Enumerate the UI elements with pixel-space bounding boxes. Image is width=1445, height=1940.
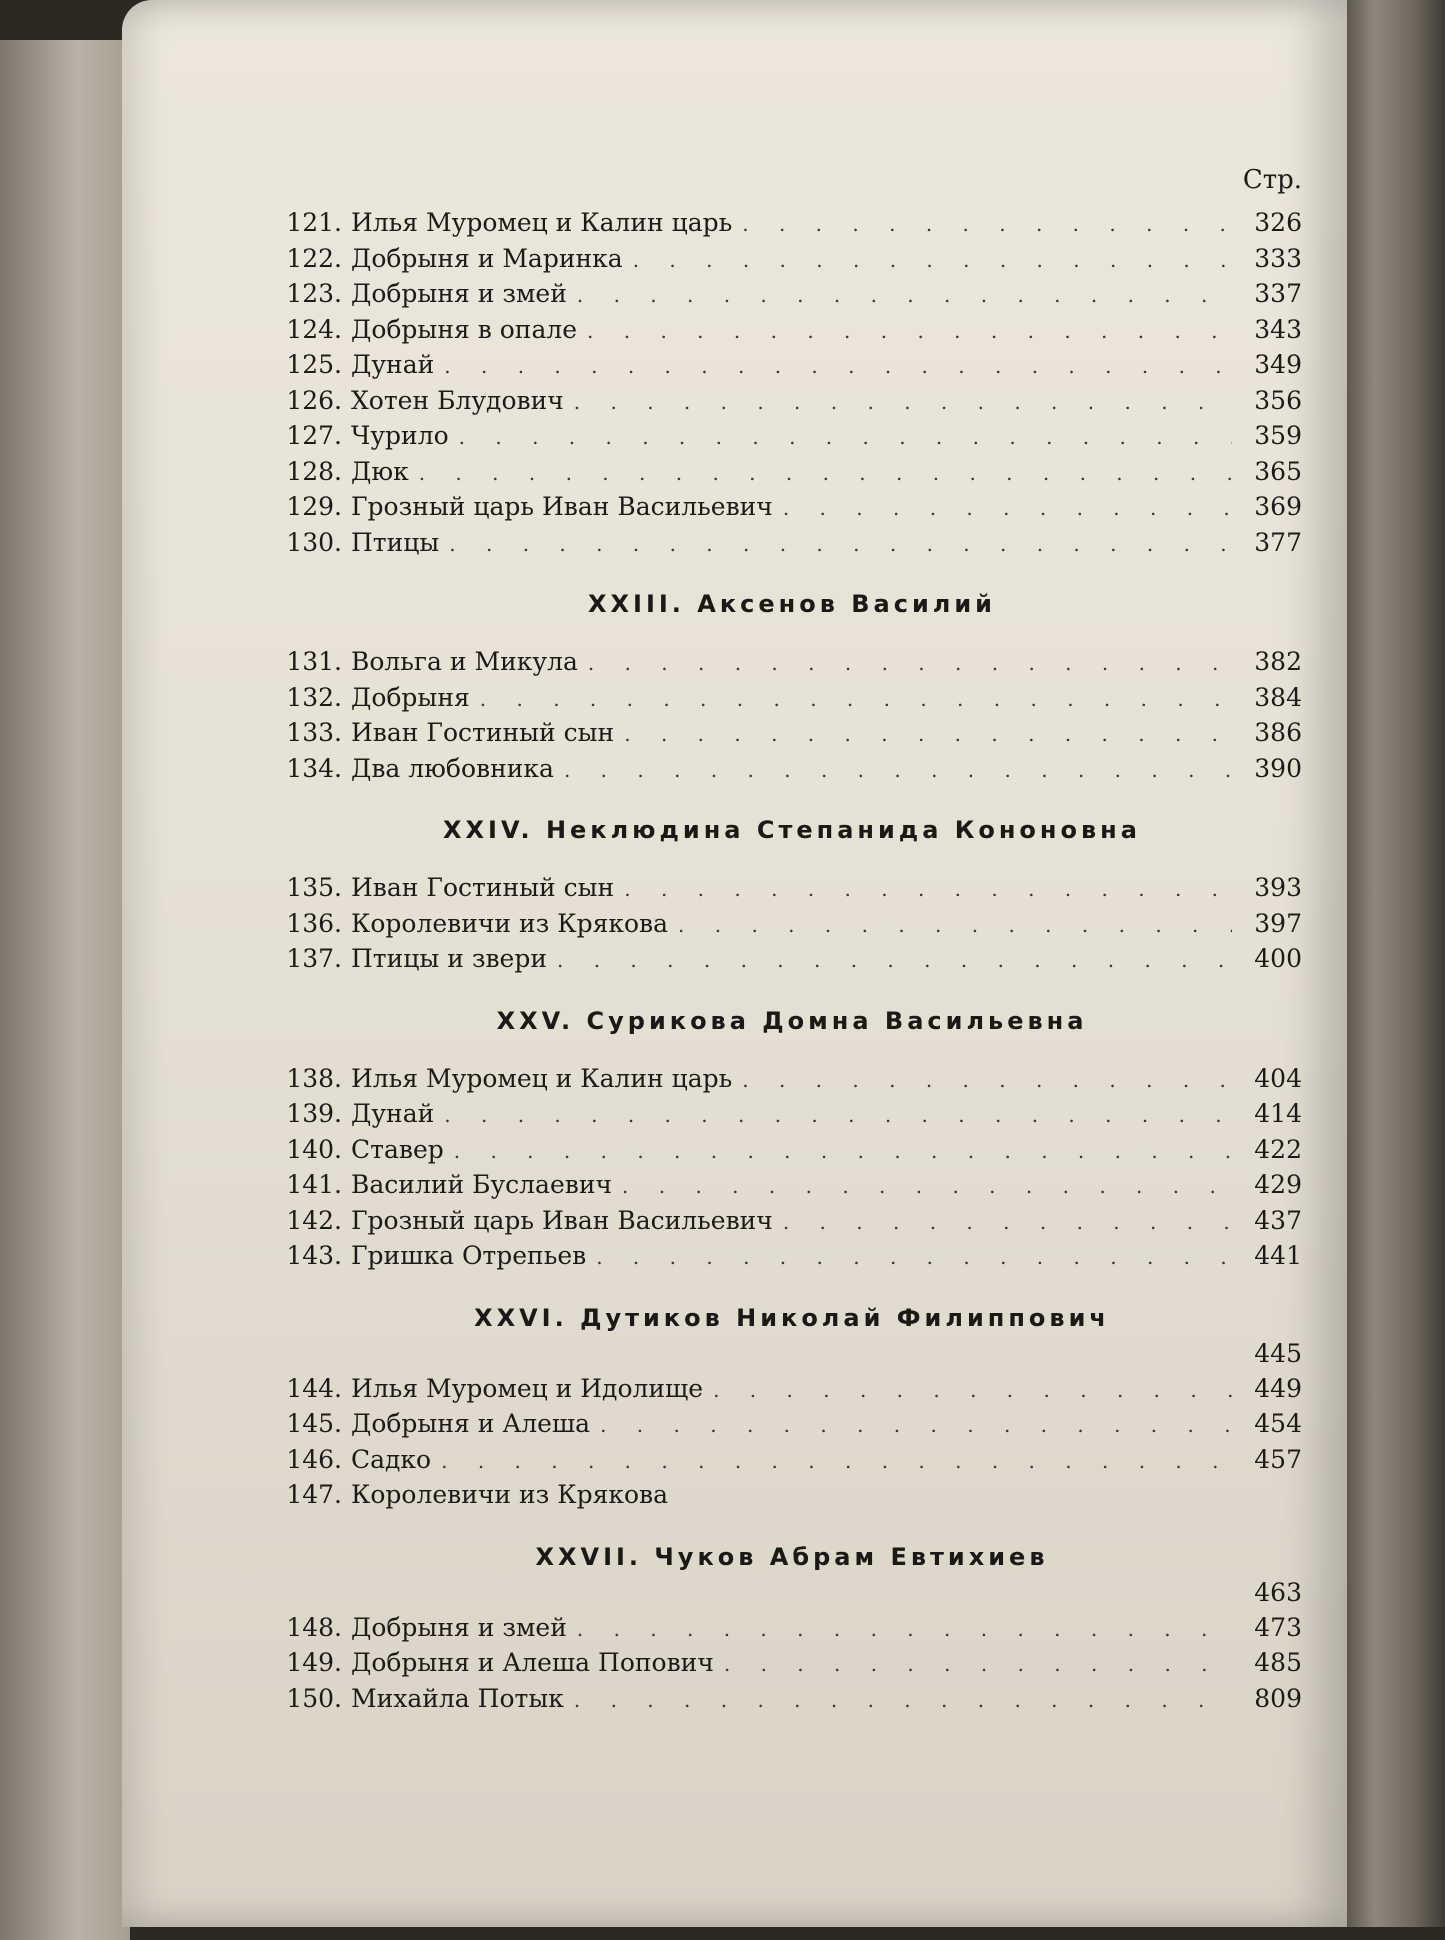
toc-entry [282,1238,1302,1274]
section-heading: XXVI. Дутиков Николай Филиппович [474,1303,1110,1332]
entry-page: 422 [1254,1134,1302,1164]
entry-title: Птицы [351,527,440,557]
entry-page: 337 [1254,279,1302,308]
section-heading: XXVII. Чуков Абрам Евтихиев [535,1542,1049,1571]
leader-dots [622,1169,1232,1205]
entry-title: Добрыня и Алеша Попович [351,1648,714,1677]
entry-title: Добрыня и Маринка [351,243,623,273]
section-intro-page: 445 [1254,1338,1302,1368]
leader-dots [783,491,1232,527]
entry-title: Королевичи из Крякова [351,908,669,938]
toc-entry [282,1096,1302,1132]
toc-entry [282,454,1302,490]
toc-entry [282,1167,1302,1203]
section-heading: XXV. Сурикова Домна Васильевна [496,1006,1088,1035]
leader-dots [713,1373,1232,1409]
leader-dots [574,1683,1232,1719]
entry-title: Хотен Блудович [351,385,564,415]
section-heading: XXIII. Аксенов Василий [588,590,996,618]
entry-page: 384 [1254,682,1302,712]
entry-number: 147. [286,1480,342,1509]
entry-title: Грозный царь Иван Васильевич [351,492,773,521]
table-of-contents [282,165,1302,1716]
entry-number: 149. [286,1648,342,1677]
leader-dots [596,1240,1232,1276]
section-intro-page: 463 [1254,1577,1302,1607]
leader-dots [441,1444,1232,1480]
entry-title: Иван Гостиный сын [351,873,615,902]
entry-page: 393 [1254,873,1302,902]
entry-title: Королевичи из Крякова [351,1480,669,1509]
entry-page: 404 [1254,1063,1302,1093]
entry-page: 390 [1254,753,1302,783]
entry-number: 144. [286,1373,342,1403]
entry-page: 441 [1254,1241,1302,1270]
entry-page: 326 [1254,208,1302,237]
book-cover-edge [1345,0,1445,1927]
toc-entry [282,418,1302,454]
toc-entry [282,525,1302,561]
leader-dots [624,717,1232,753]
entry-page: 454 [1254,1409,1302,1438]
toc-entry [282,1610,1302,1646]
leader-dots [444,349,1232,385]
leader-dots [678,908,1232,944]
entry-number: 133. [286,718,342,747]
leader-dots [724,1647,1232,1683]
entry-number: 138. [286,1063,342,1093]
leader-dots [449,527,1232,563]
entry-number: 126. [286,385,342,415]
entry-title: Добрыня и змей [351,279,567,308]
entry-page: 457 [1254,1444,1302,1474]
entry-number: 125. [286,350,342,379]
entry-page: 809 [1254,1683,1302,1713]
toc-group [282,560,1302,786]
entry-title: Добрыня и змей [351,1612,567,1642]
toc-entry [282,489,1302,525]
entry-title: Добрыня в опале [351,314,578,344]
entry-title: Михайла Потык [351,1683,564,1713]
leader-dots [419,456,1232,492]
toc-entry [282,1681,1302,1717]
entry-title: Добрыня и Алеша [351,1409,591,1438]
entry-page: 400 [1254,944,1302,973]
toc-entry [282,383,1302,419]
leader-dots [574,385,1232,421]
leader-dots [577,278,1232,314]
entry-page: 473 [1254,1612,1302,1642]
entry-title: Иван Гостиный сын [351,718,615,747]
entry-number: 132. [286,682,342,712]
toc-entry [282,1132,1302,1168]
entry-title: Гришка Отрепьев [351,1241,587,1270]
entry-number: 135. [286,873,342,902]
entry-title: Илья Муромец и Калин царь [351,1063,733,1093]
entry-title: Дунай [351,1099,435,1128]
entry-page: 429 [1254,1170,1302,1199]
toc-entry [282,241,1302,277]
entry-number: 122. [286,243,342,273]
entry-title: Чурило [351,421,449,450]
entry-page: 485 [1254,1648,1302,1677]
entry-page: 397 [1254,908,1302,938]
entry-number: 143. [286,1241,342,1270]
entry-number: 121. [286,208,342,237]
entry-number: 130. [286,527,342,557]
toc-entry [282,680,1302,716]
leader-dots [783,1205,1232,1241]
leader-dots [480,682,1232,718]
toc-entry [282,1371,1302,1407]
section-heading: XXIV. Неклюдина Степанида Кононовна [443,816,1141,844]
toc-entry [282,941,1302,977]
entry-page: 343 [1254,314,1302,344]
toc-entry [282,906,1302,942]
toc-entry [282,644,1302,680]
entry-number: 129. [286,492,342,521]
toc-entry [282,276,1302,312]
toc-entry [282,751,1302,787]
leader-dots [454,1134,1232,1170]
leader-dots [633,243,1232,279]
toc-entry [282,1061,1302,1097]
entry-number: 148. [286,1612,342,1642]
toc-group [282,205,1302,560]
toc-entry [282,1645,1302,1681]
entry-number: 146. [286,1444,342,1474]
toc-entry [282,1406,1302,1442]
page-column-label: Стр. [1242,165,1302,195]
entry-number: 137. [286,944,342,973]
leader-dots [624,872,1232,908]
entry-number: 123. [286,279,342,308]
entry-title: Два любовника [351,753,554,783]
entry-number: 124. [286,314,342,344]
entry-title: Дунай [351,350,435,379]
entry-title: Илья Муромец и Калин царь [351,208,733,237]
toc-entry [282,1477,1302,1513]
toc-entry [282,1442,1302,1478]
entry-number: 139. [286,1099,342,1128]
entry-page: 365 [1254,456,1302,486]
entry-number: 140. [286,1134,342,1164]
entry-title: Илья Муромец и Идолище [351,1373,704,1403]
entry-page: 386 [1254,718,1302,747]
entry-page: 377 [1254,527,1302,557]
entry-number: 127. [286,421,342,450]
entry-title: Садко [351,1444,432,1474]
leader-dots [742,1063,1232,1099]
entry-number: 150. [286,1683,342,1713]
book-page [122,0,1347,1927]
toc-entry [282,1203,1302,1239]
leader-dots [600,1408,1232,1444]
leader-dots [444,1098,1232,1134]
leader-dots [577,1612,1232,1648]
entry-page: 359 [1254,421,1302,450]
toc-entry [282,347,1302,383]
toc-entry [282,715,1302,751]
leader-dots [557,943,1232,979]
entry-title: Василий Буслаевич [351,1170,613,1199]
leader-dots [587,314,1232,350]
entry-page: 356 [1254,385,1302,415]
entry-page: 333 [1254,243,1302,273]
entry-title: Грозный царь Иван Васильевич [351,1205,773,1235]
entry-number: 134. [286,753,342,783]
entry-title: Птицы и звери [351,944,547,973]
leader-dots [564,753,1232,789]
entry-number: 128. [286,456,342,486]
adjacent-page-edge [0,40,130,1940]
entry-title: Ставер [351,1134,444,1164]
entry-page: 449 [1254,1373,1302,1403]
entry-page: 349 [1254,350,1302,379]
entry-page: 414 [1254,1099,1302,1128]
toc-entry [282,870,1302,906]
entry-number: 142. [286,1205,342,1235]
entry-title: Дюк [351,456,409,486]
toc-group [282,977,1302,1274]
leader-dots [588,646,1232,682]
entry-page: 382 [1254,647,1302,676]
toc-group [282,1513,1302,1717]
toc-entry [282,205,1302,241]
leader-dots [459,420,1232,456]
entry-number: 131. [286,647,342,676]
entry-number: 136. [286,908,342,938]
entry-number: 145. [286,1409,342,1438]
leader-dots [742,207,1232,243]
toc-group [282,1274,1302,1513]
entry-page: 369 [1254,492,1302,521]
toc-group [282,786,1302,977]
entry-title: Вольга и Микула [351,647,578,676]
entry-number: 141. [286,1170,342,1199]
entry-title: Добрыня [351,682,470,712]
entry-page: 437 [1254,1205,1302,1235]
toc-entry [282,312,1302,348]
